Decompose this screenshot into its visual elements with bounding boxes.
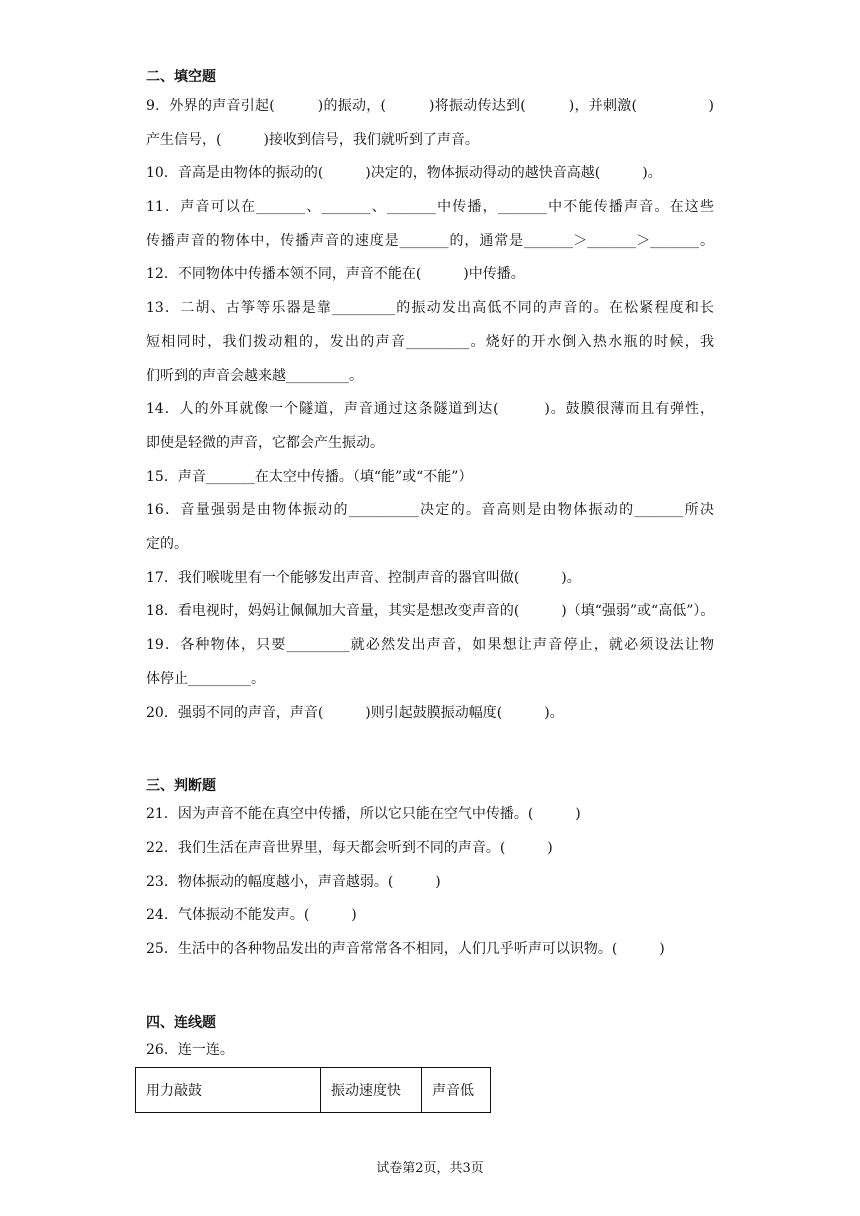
question-20: 20．强弱不同的声音，声音( )则引起鼓膜振动幅度( )。 xyxy=(146,705,564,721)
question-17: 17．我们喉咙里有一个能够发出声音、控制声音的器官叫做( )。 xyxy=(146,570,581,586)
question-19-line-2: 体停止_________。 xyxy=(146,671,265,687)
question-25: 25．生活中的各种物品发出的声音常常各不相同，人们几乎听声可以识物。( ) xyxy=(146,941,665,957)
question-12: 12．不同物体中传播本领不同，声音不能在( )中传播。 xyxy=(146,266,525,282)
question-13-line-2: 短相同时，我们拨动粗的，发出的声音_________。烧好的开水倒入热水瓶的时候，我 xyxy=(146,334,714,350)
question-24: 24．气体振动不能发声。( ) xyxy=(146,907,357,923)
question-16-line-1: 16．音量强弱是由物体振动的__________决定的。音高则是由物体振动的_______所决 xyxy=(146,502,714,518)
question-13-line-3: 们听到的声音会越来越_________。 xyxy=(146,368,363,384)
question-22: 22．我们生活在声音世界里，每天都会听到不同的声音。( ) xyxy=(146,840,553,856)
question-19-line-1: 19．各种物体，只要_________就必然发出声音，如果想让声音停止，就必须设法让物 xyxy=(146,637,714,653)
question-18: 18．看电视时，妈妈让佩佩加大音量，其实是想改变声音的( )（填“强弱”或“高低”）。 xyxy=(146,603,715,619)
question-10: 10．音高是由物体的振动的( )决定的，物体振动得动的越快音高越( )。 xyxy=(146,165,662,181)
question-9-line-1: 9．外界的声音引起( )的振动，( )将振动传达到( )，并刺激( ) xyxy=(146,98,714,114)
section-title-matching: 四、连线题 xyxy=(146,1015,216,1031)
question-16-line-2: 定的。 xyxy=(146,536,188,552)
matching-cell-vibration: 振动速度快 xyxy=(321,1068,422,1113)
question-14-line-1: 14．人的外耳就像一个隧道，声音通过这条隧道到达( )。鼓膜很薄而且有弹性， xyxy=(146,401,714,417)
question-26: 26．连一连。 xyxy=(146,1042,234,1058)
page-footer: 试卷第2页，共3页 xyxy=(376,1161,484,1176)
matching-cell-action: 用力敲鼓 xyxy=(136,1068,321,1113)
section-title-fill-blank: 二、填空题 xyxy=(146,69,216,85)
matching-cell-sound: 声音低 xyxy=(422,1068,491,1113)
question-15: 15．声音_______在太空中传播。（填“能”或“不能”） xyxy=(146,469,473,485)
question-11-line-2: 传播声音的物体中，传播声音的速度是_______的，通常是_______＞_______＞_______。 xyxy=(146,233,714,249)
question-11-line-1: 11．声音可以在_______、_______、_______中传播，_______中不能传播声音。在这些 xyxy=(146,199,714,215)
question-23: 23．物体振动的幅度越小，声音越弱。( ) xyxy=(146,874,441,890)
matching-table xyxy=(135,1067,491,1113)
matching-row xyxy=(136,1068,491,1113)
question-13-line-1: 13．二胡、古筝等乐器是靠_________的振动发出高低不同的声音的。在松紧程度和长 xyxy=(146,300,714,316)
question-14-line-2: 即使是轻微的声音，它都会产生振动。 xyxy=(146,435,384,451)
question-21: 21．因为声音不能在真空中传播，所以它只能在空气中传播。( ) xyxy=(146,806,581,822)
question-9-line-2: 产生信号，( )接收到信号，我们就听到了声音。 xyxy=(146,132,479,148)
section-title-judge: 三、判断题 xyxy=(146,778,216,794)
